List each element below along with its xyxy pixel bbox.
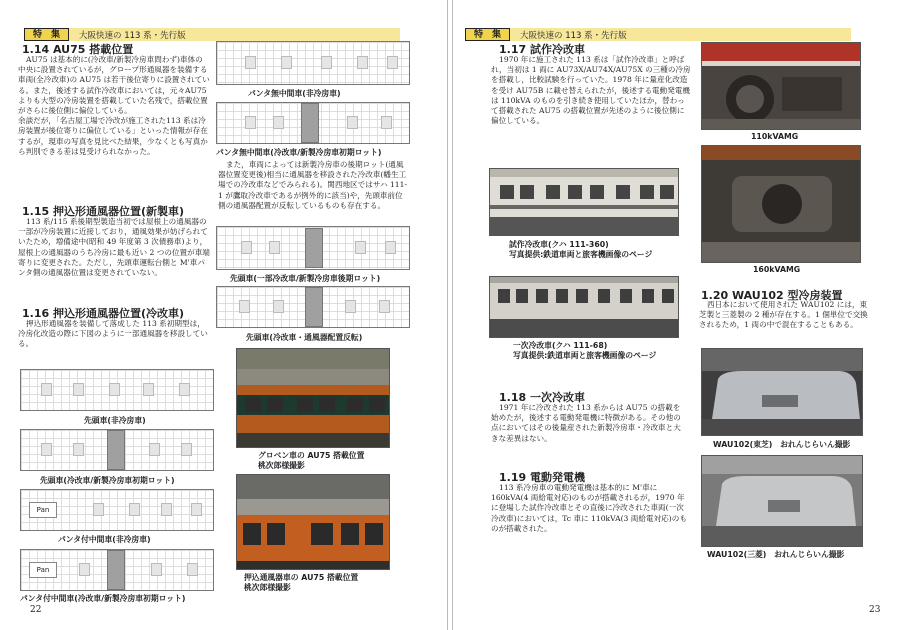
photo-160kva-mg bbox=[701, 145, 861, 263]
diagram-caption-8: 先頭車(冷改車・通風器配置反転) bbox=[246, 333, 363, 342]
photo-caption-160kva: 160kVAMG bbox=[753, 265, 801, 274]
section-1-16-body: 押込形通風器を装備して落成した 113 系初期型は，冷房化改造の際に下図のように一部通風器を移設している。 bbox=[18, 319, 208, 349]
photo-caption-110kva: 110kVAMG bbox=[751, 132, 799, 141]
roof-diagram-lead-car-reversed bbox=[216, 286, 410, 328]
roof-diagram-lead-car-non-ac bbox=[20, 369, 214, 411]
roof-diagram-middle-car-ac bbox=[216, 102, 410, 144]
section-1-17-body: 1970 年に施工された 113 系は「試作冷改車」と呼ばれ，当初は 1 両に AU73X/AU74X/AU75X の三種の冷房を搭載し，比較試験を行っていた。1978 年に量産化改造を受け AU75B に載せ替えられたが，後述する電動発電機は 110kVA のものを引き続き使用していたほか，替わって搭載された AU75 の搭載位置が先述のように後位側に偏位している。 bbox=[491, 55, 691, 126]
diagram-caption-1: 先頭車(非冷房車) bbox=[84, 416, 146, 425]
section-1-19-body: 113 系冷房車の電動発電機は基本的に M'車に 160kVA(4 両給電対応)のものが搭載されるが，1970 年に登場した試作冷改車とその直後に冷改された車両(一次冷改車)においては，Tc 車に 110kVA(3 両給電対応)のものが搭載された。 bbox=[491, 483, 687, 533]
photo-wau102-toshiba bbox=[701, 348, 863, 436]
photo-caption-mitsubishi: WAU102(三菱) おれんじらいん撮影 bbox=[707, 550, 845, 559]
pantograph-label: Pan bbox=[29, 562, 57, 578]
section-1-18-body: 1971 年に冷改された 113 系からは AU75 の搭載を始めたが，後述する電動発電機に特徴がある。その他の点においてはその後量産された新製冷房車・冷改車と大きな差異はない。 bbox=[491, 403, 681, 443]
photo-push-vent-car bbox=[236, 474, 390, 570]
section-1-14-body: AU75 は基本的に(冷改車/新製冷房車問わず)車体の中央に設置されているが，グロープ形通風器を装備する車両(全冷改車)の AU75 は若干後位寄りに設置されている。また，後述する試作冷改車においては，元々AU75 よりも大型の冷房装置を搭載していた名残で，搭載位置がさらに後位側に偏位している。 余談だが，「名古屋工場で冷改が施工された113 系は冷房装置が後位寄りに偏位している」といった情報が存在するが，現車の写真を見比べた結果，少なくとも写真から判別できる差は見受けられなかった。 bbox=[18, 55, 210, 156]
roof-diagram-pantograph-car-non-ac bbox=[20, 489, 214, 531]
photo-wau102-mitsubishi bbox=[701, 455, 863, 547]
section-1-18-title: 1.18 一次冷改車 bbox=[499, 391, 585, 404]
feature-title: 大阪快速の 113 系・先行版 bbox=[79, 30, 186, 41]
photo-globe-vent-car bbox=[236, 348, 390, 448]
section-1-20-body: 西日本において使用された WAU102 には，東芝製と三菱製の 2 種が存在する。1 個単位で交換されるため，1 両の中で混在することもある。 bbox=[699, 300, 868, 330]
page-number-right: 23 bbox=[869, 605, 881, 615]
feature-header bbox=[24, 28, 400, 41]
feature-tag: 特 集 bbox=[465, 28, 510, 41]
section-1-16-title: 1.16 押込形通風器位置(冷改車) bbox=[22, 307, 185, 320]
section-1-14-title: 1.14 AU75 搭載位置 bbox=[22, 43, 134, 56]
pantograph-label: Pan bbox=[29, 502, 57, 518]
section-1-17-title: 1.17 試作冷改車 bbox=[499, 43, 585, 56]
roof-diagram-lead-car-ac bbox=[20, 429, 214, 471]
diagram-caption-3: パンタ付中間車(非冷房車) bbox=[58, 535, 151, 544]
photo-first-ac-car bbox=[489, 276, 679, 338]
left-page bbox=[0, 0, 448, 630]
feature-tag: 特 集 bbox=[24, 28, 69, 41]
photo-caption-first: 一次冷改車(クハ 111-68) 写真提供:鉄道車両と旅客機画像のページ bbox=[513, 341, 657, 360]
diagram-caption-6: パンタ無中間車(冷改車/新製冷房車初期ロット) bbox=[216, 148, 382, 157]
photo-trial-ac-car bbox=[489, 168, 679, 236]
photo-caption-2: 押込通風器車の AU75 搭載位置 桃次郎様撮影 bbox=[244, 573, 359, 592]
section-1-15-body: 113 系/115 系後期型製造当初では屋根上の通風器の一部が冷房装置に近接しており，通風効果が妨げられていたため，増備途中(昭和 49 年度第 3 次債務車)より，屋根上の通風器のうち冷房に最も近い 2 つの位置が車端寄りに変更された。ただし，先頭車運転台側と M'車パンタ側の通風器位置は変更されていない。 bbox=[18, 217, 210, 278]
diagram-caption-7: 先頭車(一部冷改車/新製冷房車後期ロット) bbox=[230, 274, 381, 283]
section-1-20-title: 1.20 WAU102 型冷房装置 bbox=[701, 289, 843, 302]
diagram-caption-5: パンタ無中間車(非冷房車) bbox=[248, 89, 341, 98]
photo-caption-toshiba: WAU102(東芝) おれんじらいん撮影 bbox=[713, 440, 851, 449]
photo-caption-1: グロベン車の AU75 搭載位置 桃次郎様撮影 bbox=[258, 451, 365, 470]
roof-diagram-lead-car-late-lot bbox=[216, 226, 410, 270]
diagram-explanation: また，車両によっては新製冷房車の後期ロット(通風器位置変更後)相当に通風器を移設された冷改車(幡生工場での冷改車などでみられる)。関西地区ではサハ 111-1 が鷹取冷改車であるが例外的に該当)や，先頭車前位側の通風器配置が反転しているものも存在する。 bbox=[218, 160, 408, 210]
feature-header bbox=[465, 28, 851, 41]
photo-110kva-mg bbox=[701, 42, 861, 130]
section-1-19-title: 1.19 電動発電機 bbox=[499, 471, 585, 484]
roof-diagram-pantograph-car-ac bbox=[20, 549, 214, 591]
diagram-caption-2: 先頭車(冷改車/新製冷房車初期ロット) bbox=[40, 476, 175, 485]
feature-title: 大阪快速の 113 系・先行版 bbox=[520, 30, 627, 41]
diagram-caption-4: パンタ付中間車(冷改車/新製冷房車初期ロット) bbox=[20, 594, 186, 603]
section-1-15-title: 1.15 押込形通風器位置(新製車) bbox=[22, 205, 185, 218]
page-number-left: 22 bbox=[30, 605, 42, 615]
photo-caption-trial: 試作冷改車(クハ 111-360) 写真提供:鉄道車両と旅客機画像のページ bbox=[509, 240, 653, 259]
right-page bbox=[452, 0, 900, 630]
roof-diagram-middle-car-non-ac bbox=[216, 41, 410, 85]
